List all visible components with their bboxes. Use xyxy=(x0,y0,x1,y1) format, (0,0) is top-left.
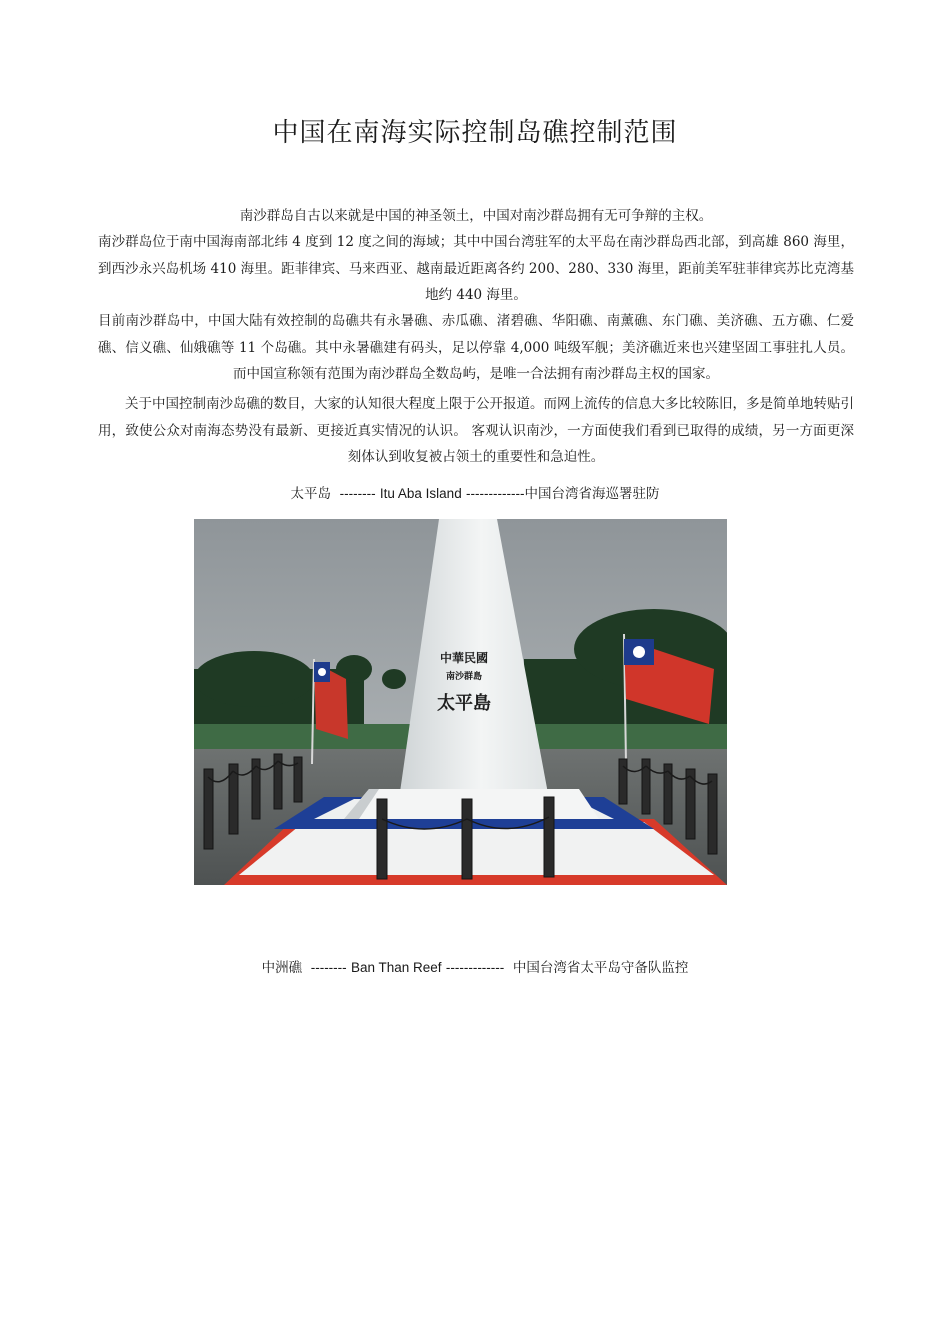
caption-separator: ------------- xyxy=(445,960,505,975)
page-title: 中国在南海实际控制岛礁控制范围 xyxy=(272,118,678,148)
paragraph-location: 南沙群岛位于南中国海南部北纬 4 度到 12 度之间的海域；其中中国台湾驻军的太平岛在南沙群岛西北部，到高雄 860 海里，到西沙永兴岛机场 410 海里。距菲律宾、马来西亚、越南最近距离各约 200、280、330 海里，距前美军驻菲律宾苏比克湾基地约 440 海里。 xyxy=(98,234,854,303)
caption-note: 中国台湾省太平岛守备队监控 xyxy=(512,960,689,976)
caption-cn-name: 中洲礁 xyxy=(261,960,303,976)
caption-note: 中国台湾省海巡署驻防 xyxy=(524,486,660,502)
inscription-line2: 南沙群島 xyxy=(445,672,483,682)
paragraph-sovereignty: 南沙群岛自古以来就是中国的神圣领土，中国对南沙群岛拥有无可争辩的主权。 xyxy=(239,208,713,224)
paragraph-public-awareness: 关于中国控制南沙岛礁的数目，大家的认知很大程度上限于公开报道。而网上流传的信息大多比较陈旧，多是简单地转贴引用，致使公众对南海态势没有最新、更接近真实情况的认识。 客观认识南沙，一方面使我们看到已取得的成绩，另一方面更深刻体认到收复被占领土的重要性和急迫性。 xyxy=(98,396,854,465)
paragraph-controlled-reefs: 目前南沙群岛中，中国大陆有效控制的岛礁共有永暑礁、赤瓜礁、渚碧礁、华阳礁、南薰礁、东门礁、美济礁、五方礁、仁爱礁、信义礁、仙娥礁等 11 个岛礁。其中永暑礁建有码头，足以停靠 4,000 吨级军舰；美济礁近来也兴建坚固工事驻扎人员。而中国宣称领有范围为南沙群岛全数岛屿，是唯一合法拥有南沙群岛主权的国家。 xyxy=(98,313,854,382)
caption-separator: ------------- xyxy=(466,486,525,501)
caption-cn-name: 太平岛 xyxy=(290,486,332,502)
caption-separator: -------- xyxy=(339,486,376,501)
caption-en-name: Itu Aba Island xyxy=(379,486,462,501)
photo-caption-ban-than xyxy=(0,956,950,976)
inscription-line1: 中華民國 xyxy=(439,651,489,665)
caption-separator: -------- xyxy=(310,960,347,975)
caption-en-name: Ban Than Reef xyxy=(350,960,442,975)
photo-caption-itu-aba xyxy=(0,482,950,502)
photo-itu-aba-monument xyxy=(194,519,727,885)
inscription-main: 太平島 xyxy=(437,693,491,714)
